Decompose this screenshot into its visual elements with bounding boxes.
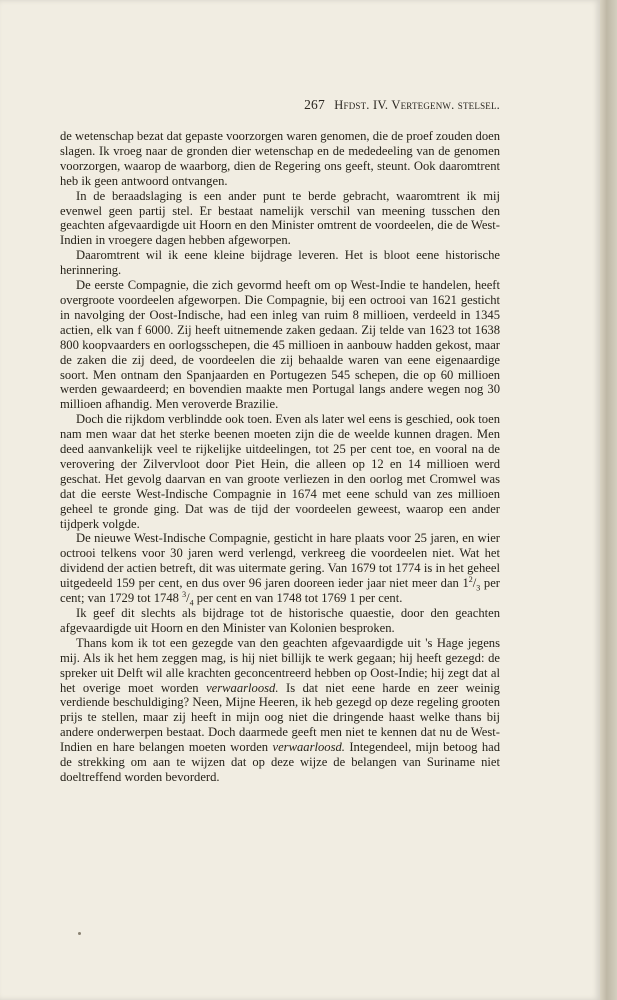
- text-run: per cent en van 1748 tot 1769 1 per cent.: [193, 591, 403, 606]
- page-edge: [600, 0, 617, 1000]
- text-run: Daaromtrent wil ik eene kleine bijdrage leveren. Het is bloot eene historische herinnering.: [60, 248, 500, 278]
- fraction-numerator: 2: [468, 575, 473, 584]
- text-run: Doch die rijkdom verblindde ook toen. Even als later wel eens is geschied, ook toen nam men waar dat het sterke beenen moeten zijn die de weelde kunnen dragen. Men deed aanvankelijk veel te rijkelijke uitdeelingen, tot 25 per cent toe, en vooral na de verovering der Zilvervloot door Piet Hein, die alleen op 12 en 14 millioen werd geschat. Het gevolg daarvan en van groote verliezen in den oorlog met Cromwel was dat die eerste West-Indische Compagnie in 1674 met eene schuld van zes millioen geheel te gronde ging. Dat was de tijd der voordeelen geweest, waarop een ander tijdperk volgde.: [60, 412, 500, 531]
- emphasis-text: verwaarloosd.: [272, 740, 345, 755]
- paragraph: [60, 189, 500, 249]
- text-run: de wetenschap bezat dat gepaste voorzorgen waren genomen, die de proef zouden doen slagen. Ik vroeg naar de gronden dier wetenschap en de mededeeling van de genomen voorzorgen, waarop de waarborg, dien de Regering ons geeft, steunt. Ook daaromtrent heb ik geen antwoord ontvangen.: [60, 129, 501, 188]
- paragraph: [60, 248, 500, 278]
- body-text: [60, 129, 500, 785]
- text-run: Integendeel, mijn betoog had de strekking om aan te wijzen dat op deze wijze de belangen van Suriname niet doeltreffend worden bevorderd.: [60, 740, 501, 784]
- running-header: [60, 97, 500, 113]
- page-speck: [78, 932, 81, 935]
- text-run: In de beraadslaging is een ander punt te berde gebracht, waaromtrent ik mij evenwel geen partij stel. Er bestaat namelijk verschil van meening tusschen den geachten afgevaardigde uit Hoorn en den Minister omtrent de voordeelen, die de West-Indien in vroegere dagen hebben afgeworpen.: [60, 188, 500, 248]
- paragraph: [60, 278, 500, 412]
- paragraph: [60, 129, 500, 189]
- text-run: De eerste Compagnie, die zich gevormd heeft om op West-Indie te handelen, heeft overgroote voordeelen afgeworpen. Die Compagnie, bij een octrooi van 1621 gesticht in navolging der Oost-Indische, had een inleg van ruim 8 millioen, verdeeld in 1345 actien, elk van f 6000. Zij heeft uitnemende zaken gedaan. Zij telde van 1623 tot 1638 800 koopvaarders en oorlogsschepen, die 45 millioen in aanbouw hadden gekost, maar de zaken die zij deed, de voordeelen die zij behaalde waren van eene eigenaardige soort. Men ontnam den Spanjaarden en Portugezen 545 schepen, die op 60 millioen werden gewaardeerd; en bovendien maakte men Portugal langs andere wegen nog 30 millioen afhandig. Men veroverde Brazilie.: [60, 278, 500, 412]
- text-run: per cent; van 1729 tot 1748: [60, 576, 500, 606]
- text-run: /: [472, 576, 477, 591]
- paragraph: [60, 412, 500, 531]
- paragraph: [60, 606, 500, 636]
- chapter-heading: Hfdst. IV. Vertegenw. stelsel.: [334, 98, 500, 112]
- paragraph: [60, 636, 500, 785]
- fraction-denominator: 3: [476, 583, 481, 593]
- paragraph: [60, 531, 500, 606]
- text-run: Ik geef dit slechts als bijdrage tot de historische quaestie, door den geachten afgevaardigde uit Hoorn en den Minister van Kolonien besproken.: [60, 606, 500, 635]
- text-run: /: [186, 591, 190, 606]
- fraction-numerator: 3: [182, 589, 187, 599]
- page-number: 267: [304, 97, 325, 112]
- text-run: Thans kom ik tot een gezegde van den geachten afgevaardigde uit 's Hage jegens mij. Als ik het hem zeggen mag, is hij niet billijk te werk gegaan; hij heeft gezegd: de spreker uit Delft wil alle krachten geconcentreerd hebben op Oost-Indie; hij zegt dat al het overige moet worden: [60, 635, 500, 695]
- emphasis-text: verwaarloosd.: [206, 680, 279, 695]
- fraction-denominator: 4: [189, 598, 194, 608]
- text-run: De nieuwe West-Indische Compagnie, gesticht in hare plaats voor 25 jaren, en wier octrooi telkens voor 30 jaren werd verlengd, verkreeg die voordeelen niet. Wat het dividend der actien betreft, dit was uitermate gering. Van 1679 tot 1774 is in het geheel uitgedeeld 159 per cent, en dus over 96 jaren dooreen ieder jaar niet meer dan 1: [60, 531, 500, 591]
- text-run: Is dat niet eene harde en zeer weinig verdiende beschuldiging? Neen, Mijne Heeren, ik heb gezegd op deze regeling grooten prijs te stellen, maar zij heeft in mijn oog niet die dringende haast welke thans bij andere onderwerpen bestaat. Doch daarmede geeft men niet te kennen dat nu de West-Indien en hare belangen moeten worden: [60, 680, 500, 755]
